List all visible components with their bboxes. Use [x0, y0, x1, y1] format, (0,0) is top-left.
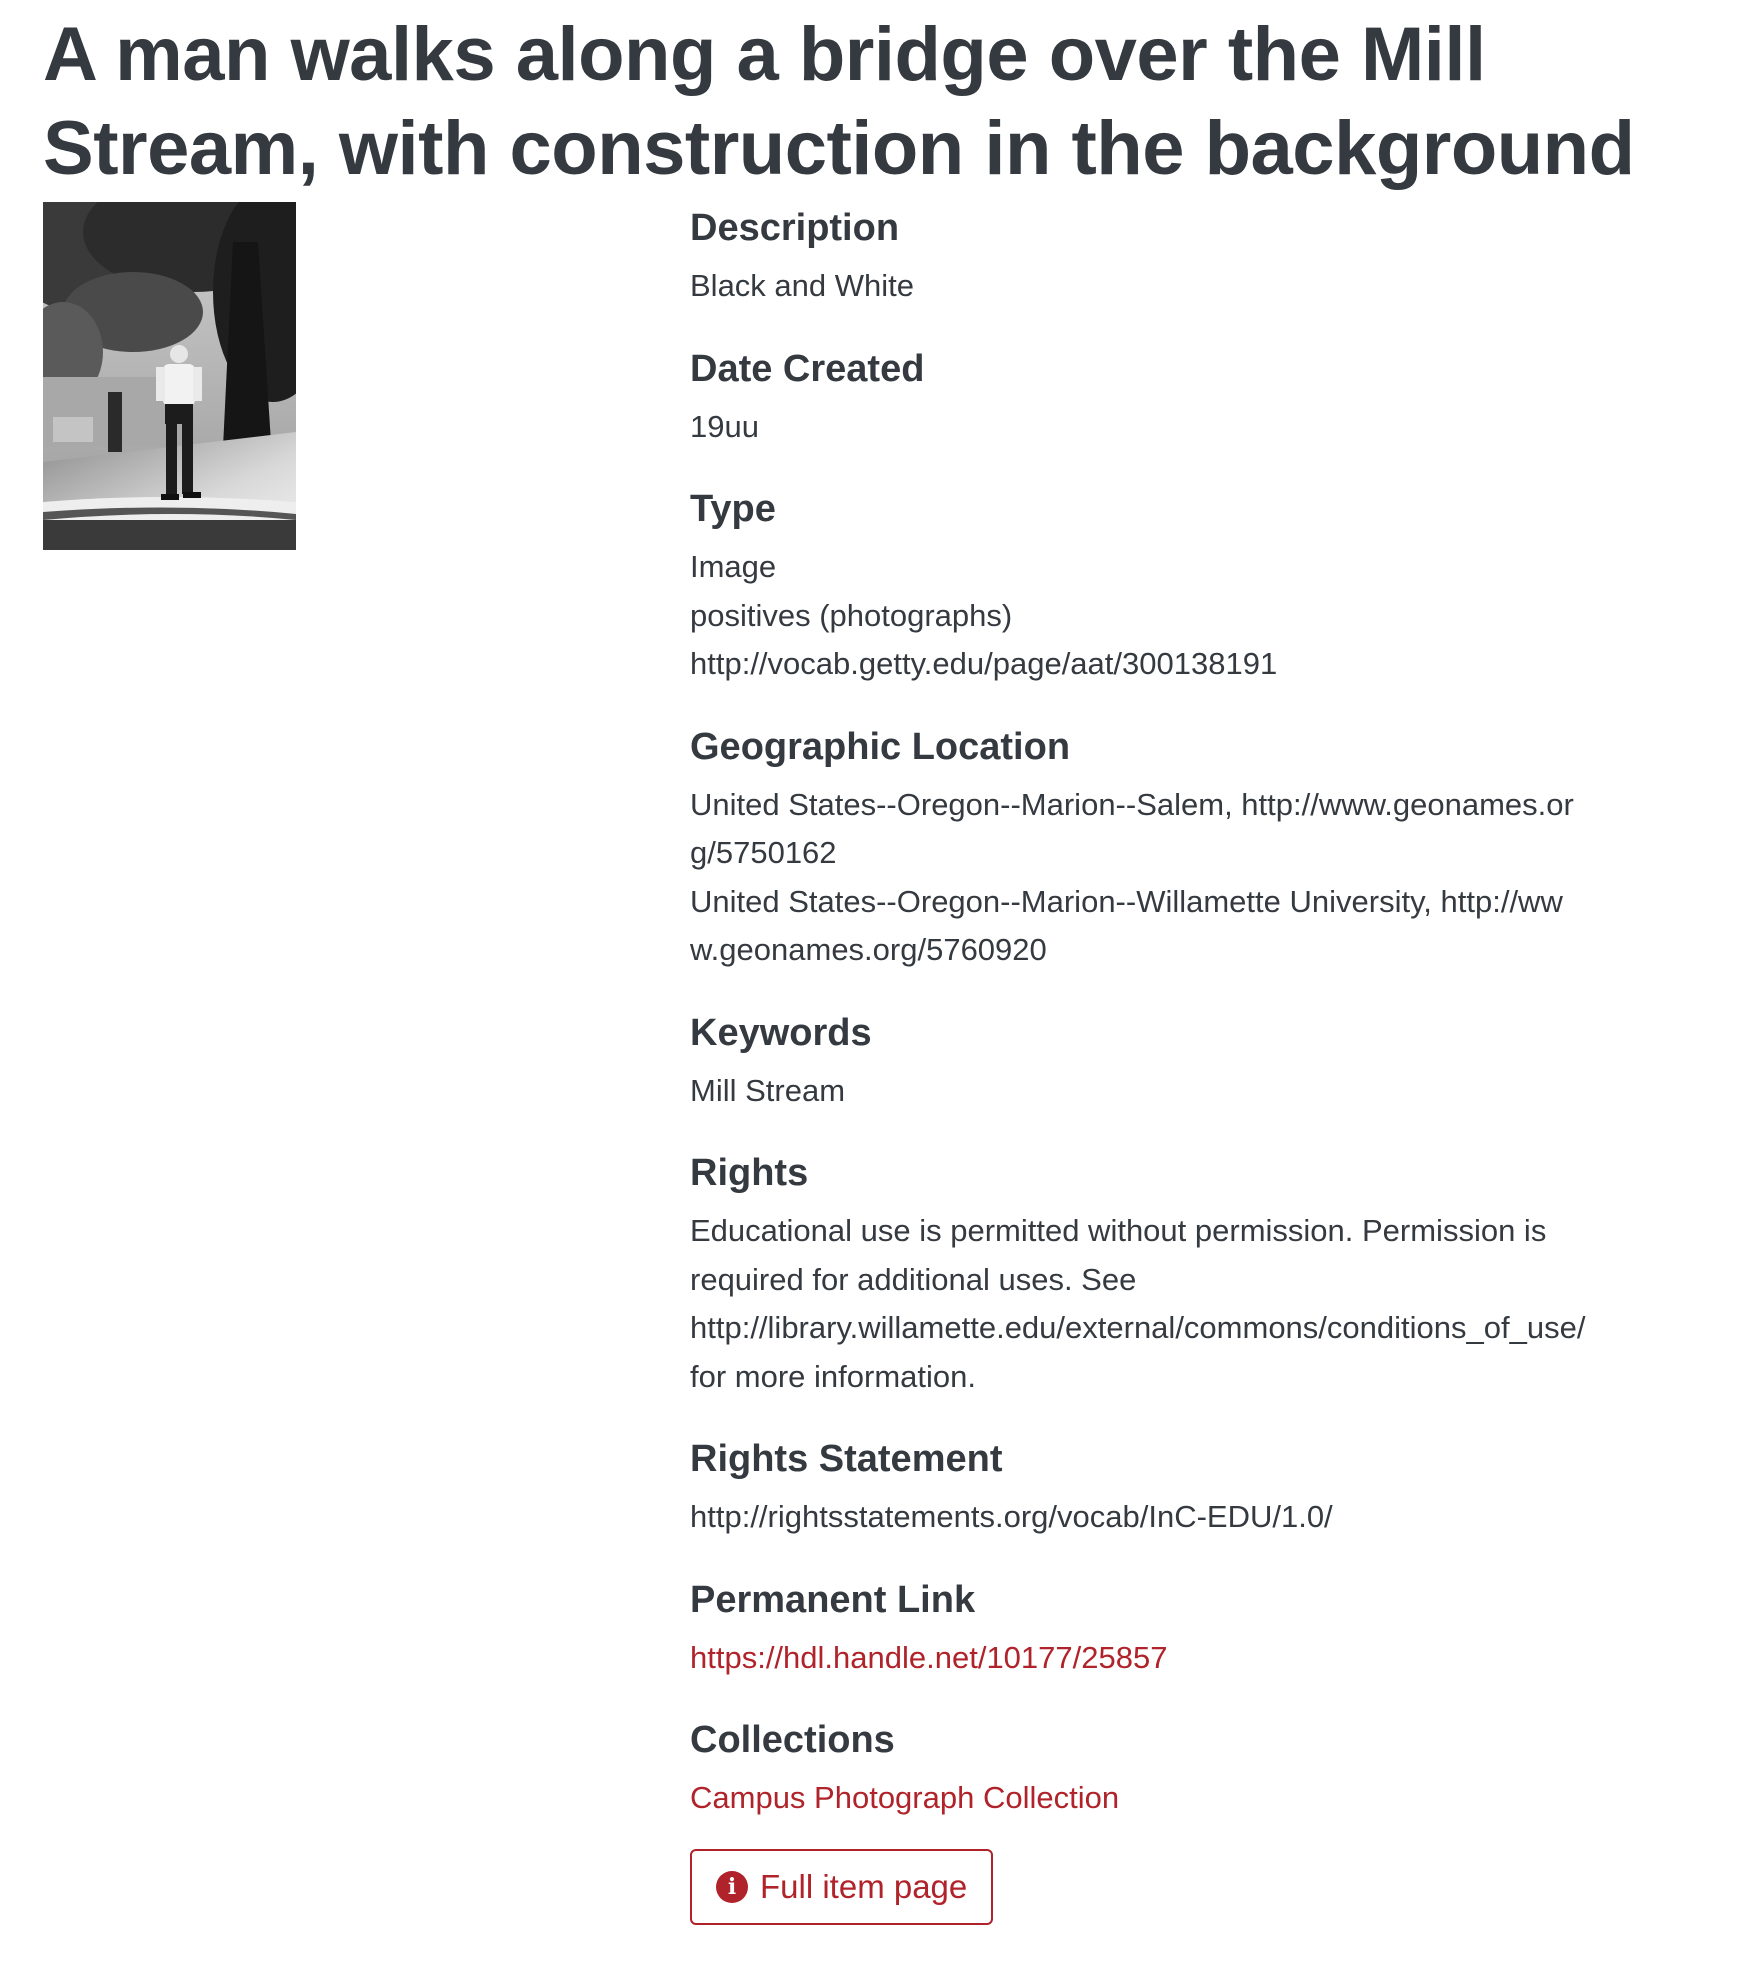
photo-image [43, 202, 296, 550]
field-value: http://vocab.getty.edu/page/aat/300138191 [690, 646, 1278, 681]
field-date-created [690, 341, 1590, 452]
field-collections [690, 1712, 1590, 1823]
field-rights-statement [690, 1431, 1590, 1542]
field-value: http://rightsstatements.org/vocab/InC-EDU/1.0/ [690, 1499, 1333, 1534]
field-label: Rights [690, 1152, 809, 1194]
field-label: Permanent Link [690, 1578, 976, 1621]
field-rights [690, 1145, 1590, 1401]
field-value: Black and White [690, 268, 914, 303]
metadata-list [690, 200, 1590, 1925]
item-thumbnail[interactable] [43, 202, 296, 550]
field-value: Educational use is permitted without permission. Permission is required for additional uses. See http://library.willamette.edu/external/commons/conditions_of_use/ for more information. [690, 1213, 1586, 1394]
field-value: positives (photographs) [690, 597, 1013, 633]
page-title: A man walks along a bridge over the Mill Stream, with construction in the background [43, 12, 1635, 191]
field-label: Description [690, 207, 900, 249]
field-label: Keywords [690, 1011, 872, 1054]
field-keywords [690, 1005, 1590, 1116]
field-value: United States--Oregon--Marion--Salem, http://www.geonames.org/5750162 [690, 786, 1574, 870]
field-permanent-link [690, 1572, 1590, 1683]
field-value: Image [690, 549, 777, 584]
field-value: 19uu [690, 408, 759, 444]
field-value: Mill Stream [690, 1072, 846, 1108]
permanent-link[interactable]: https://hdl.handle.net/10177/25857 [690, 1639, 1168, 1675]
full-item-page-label: Full item page [760, 1867, 968, 1905]
field-description [690, 200, 1590, 311]
field-label: Collections [690, 1719, 895, 1761]
field-label: Date Created [690, 347, 925, 390]
field-type [690, 481, 1590, 689]
field-label: Rights Statement [690, 1438, 1003, 1480]
field-label: Type [690, 488, 776, 530]
collection-link[interactable]: Campus Photograph Collection [690, 1780, 1120, 1815]
field-value: United States--Oregon--Marion--Willamette University, http://www.geonames.org/5760920 [690, 883, 1563, 967]
full-item-page-button[interactable] [690, 1849, 993, 1925]
info-circle-icon: i [716, 1871, 748, 1903]
field-label: Geographic Location [690, 725, 1071, 768]
field-geographic-location [690, 719, 1590, 975]
